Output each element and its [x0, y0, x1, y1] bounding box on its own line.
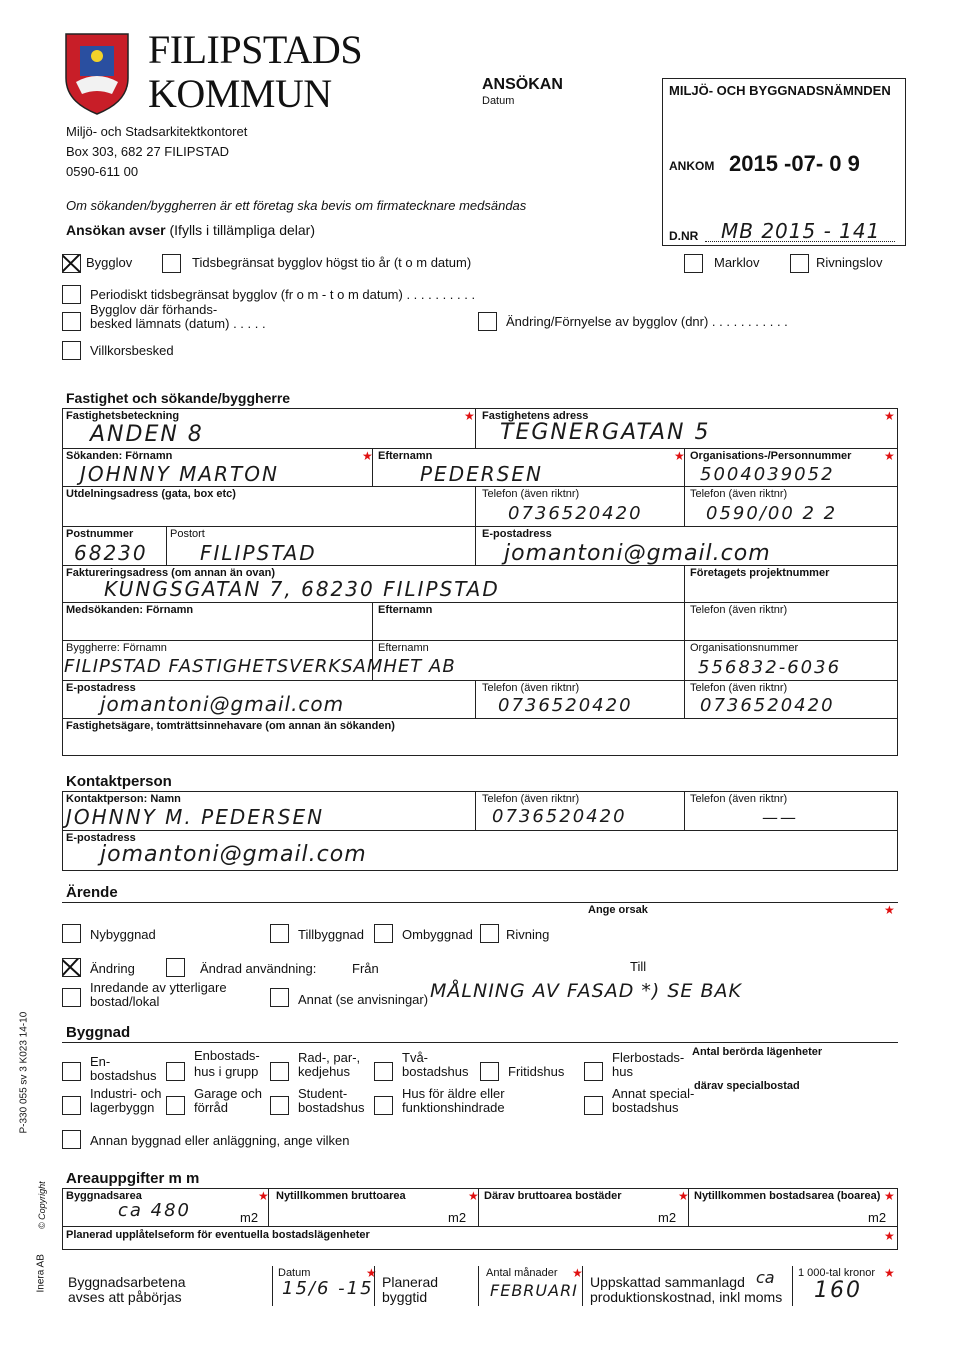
applies-hint: (Ifylls i tillämpliga delar) — [169, 222, 315, 238]
contact-epost-value[interactable]: jomantoni@gmail.com — [100, 842, 367, 867]
postort-value[interactable]: FILIPSTAD — [200, 541, 317, 565]
enbostadshus-checkbox[interactable] — [62, 1062, 81, 1081]
periodiskt-label: Periodiskt tidsbegränsat bygglov (fr o m - t o m datum) . . . . . . . . . . — [90, 287, 476, 302]
postort-label: Postort — [170, 528, 205, 540]
contact-name-label: Kontaktperson: Namn — [66, 793, 181, 805]
fran-label: Från — [352, 961, 379, 976]
projektnummer-label: Företagets projektnummer — [690, 567, 830, 579]
aldreboende-label-line1: Hus för äldre eller — [402, 1086, 505, 1101]
kostnad-label-line1: Uppskattad sammanlagd — [590, 1274, 745, 1290]
required-star: ★ — [366, 1266, 377, 1280]
flerbostadshus-label-line2: hus — [612, 1064, 633, 1079]
required-star: ★ — [884, 1229, 895, 1243]
contact-epost-label: E-postadress — [66, 832, 136, 844]
aldreboende-label-line2: funktionshindrade — [402, 1100, 505, 1115]
form-title: ANSÖKAN — [482, 76, 563, 93]
utdelningsadress-label: Utdelningsadress (gata, box etc) — [66, 488, 236, 500]
berorda-lagenheter-label: Antal berörda lägenheter — [692, 1046, 823, 1058]
stamp-dnr-label: D.NR — [669, 229, 699, 243]
rivning-checkbox[interactable] — [480, 924, 499, 943]
required-star: ★ — [678, 1189, 689, 1203]
studentbostad-label-line1: Student- — [298, 1086, 348, 1101]
applies-label-text: Ansökan avser — [66, 222, 166, 238]
postnummer-label: Postnummer — [66, 528, 134, 540]
studentbostad-label-line2: bostadshus — [298, 1100, 365, 1115]
byggnadsarea-value[interactable]: ca 480 — [118, 1200, 192, 1221]
contact-tel2-value[interactable]: —— — [762, 808, 798, 827]
required-star: ★ — [884, 1266, 895, 1280]
form-code: P-330 055 sv 3 K023 14-10 — [18, 1011, 30, 1134]
manader-label: Antal månader — [486, 1267, 558, 1279]
fritidshus-checkbox[interactable] — [480, 1062, 499, 1081]
byggherre-orgnr-label: Organisationsnummer — [690, 642, 799, 654]
bygglov-checkbox[interactable] — [62, 254, 81, 273]
byggherre-telefon-label: Telefon (även riktnr) — [482, 682, 580, 694]
flerbostadshus-label-line1: Flerbostads- — [612, 1050, 685, 1065]
telefon2-value[interactable]: 0590/00 2 2 — [706, 503, 838, 524]
paborjas-label-line1: Byggnadsarbetena — [68, 1274, 186, 1290]
faktura-value[interactable]: KUNGSGATAN 7, 68230 FILIPSTAD — [104, 577, 500, 601]
enbostadshus-label-line1: En- — [90, 1054, 111, 1069]
fastighetens-adress-label: Fastighetens adress — [482, 410, 589, 422]
byggtid-label-line1: Planerad — [382, 1274, 439, 1290]
bruttoarea-label: Nytillkommen bruttoarea — [276, 1190, 406, 1202]
garage-label-line2: förråd — [194, 1100, 228, 1115]
contact-tel-label: Telefon (även riktnr) — [482, 793, 580, 805]
byggtid-label-line2: byggtid — [382, 1289, 428, 1305]
byggherre-telefon2-label: Telefon (även riktnr) — [690, 682, 788, 694]
tvabostadshus-label-line1: Två- — [402, 1050, 428, 1065]
andring-fornyelse-checkbox[interactable] — [478, 312, 497, 331]
tidsbegransat-checkbox[interactable] — [162, 254, 181, 273]
medsokande-efternamn-label: Efternamn — [378, 604, 433, 616]
applies-label — [66, 222, 315, 238]
tusental-value[interactable]: 160 — [814, 1278, 862, 1303]
checkmark-icon — [63, 255, 80, 272]
kostnad-label-line2: produktionskostnad, inkl moms — [590, 1289, 783, 1305]
specialbostad-label-line1: Annat special- — [612, 1086, 695, 1101]
enbostadshus-grupp-label-line1: Enbostads- — [194, 1048, 260, 1063]
byggherre-efternamn-label: Efternamn — [378, 642, 429, 654]
industri-label-line1: Industri- och — [90, 1086, 162, 1101]
contact-name-value[interactable]: JOHNNY M. PEDERSEN — [66, 805, 325, 829]
checkmark-icon — [63, 959, 80, 976]
tvabostadshus-checkbox[interactable] — [374, 1062, 393, 1081]
annat-checkbox[interactable] — [270, 988, 289, 1007]
stamp-ankom-label: ANKOM — [669, 159, 715, 173]
byggnadsarea-label: Byggnadsarea — [66, 1190, 142, 1202]
radhus-label-line2: kedjehus — [298, 1064, 351, 1079]
specialbostad-label-line2: bostadshus — [612, 1100, 679, 1115]
efternamn-value[interactable]: PEDERSEN — [420, 462, 543, 486]
forhandsbesked-label-line1: Bygglov där förhands- — [90, 302, 218, 317]
marklov-label: Marklov — [714, 255, 760, 270]
office-phone: 0590-611 00 — [66, 164, 139, 179]
stamp-title: MILJÖ- OCH BYGGNADSNÄMNDEN — [669, 83, 891, 98]
darav-specialbostad-label: därav specialbostad — [694, 1080, 800, 1092]
byggherre-orgnr-value[interactable]: 556832-6036 — [698, 657, 842, 678]
nybyggnad-label: Nybyggnad — [90, 927, 156, 942]
garage-label-line1: Garage och — [194, 1086, 262, 1101]
enbostadshus-label-line2: bostadshus — [90, 1068, 157, 1083]
byggherre-telefon-value[interactable]: 0736520420 — [498, 695, 633, 716]
andring-fornyelse-label: Ändring/Förnyelse av bygglov (dnr) . . . . . . . . . . . — [506, 314, 788, 329]
office-address: Box 303, 682 27 FILIPSTAD — [66, 144, 230, 159]
enbostadshus-grupp-label-line2: hus i grupp — [194, 1064, 259, 1079]
industri-checkbox[interactable] — [62, 1096, 81, 1115]
datum-label: Datum — [278, 1267, 311, 1279]
municipality-crest — [62, 30, 132, 115]
byggherre-fornamn-label: Byggherre: Förnamn — [66, 642, 167, 654]
telefon2-label: Telefon (även riktnr) — [690, 488, 788, 500]
specialbostad-checkbox[interactable] — [584, 1096, 603, 1115]
periodiskt-checkbox[interactable] — [62, 285, 81, 304]
darav-bruttoarea-unit: m2 — [658, 1210, 677, 1225]
stamp-dnr-value: MB 2015 - 141 — [721, 219, 881, 243]
enbostadshus-grupp-checkbox[interactable] — [166, 1062, 185, 1081]
ombyggnad-label: Ombyggnad — [402, 927, 473, 942]
org-name-line1: FILIPSTADS — [148, 27, 363, 72]
fastighetsbeteckning-value[interactable]: ANDEN 8 — [90, 422, 204, 447]
epost-label: E-postadress — [482, 528, 552, 540]
required-star: ★ — [362, 449, 373, 463]
arende-section-title: Ärende — [66, 884, 118, 901]
kostnad-ca-value: ca — [756, 1268, 775, 1287]
byggherre-epost-label: E-postadress — [66, 682, 136, 694]
datum-value[interactable]: 15/6 -15 — [282, 1278, 374, 1299]
bostadsarea-label: Nytillkommen bostadsarea (boarea) — [694, 1190, 881, 1202]
byggherre-telefon2-value[interactable]: 0736520420 — [700, 695, 835, 716]
forhandsbesked-label-line2: besked lämnats (datum) . . . . . — [90, 316, 266, 331]
tillbyggnad-label: Tillbyggnad — [298, 927, 365, 942]
byggherre-name-value[interactable]: FILIPSTAD FASTIGHETSVERKSAMHET AB — [64, 656, 456, 677]
bruttoarea-unit: m2 — [448, 1210, 467, 1225]
property-section-title: Fastighet och sökande/byggherre — [66, 390, 291, 406]
area-section-title: Areauppgifter m m — [66, 1170, 200, 1187]
villkorsbesked-label: Villkorsbesked — [90, 343, 174, 358]
upplatelseform-label: Planerad upplåtelseform för eventuella bostadslägenheter — [66, 1229, 370, 1241]
company-note: Om sökanden/byggherren är ett företag ska bevis om firmatecknare medsändas — [66, 198, 527, 213]
medsokande-fornamn-label: Medsökanden: Förnamn — [66, 604, 194, 616]
required-star: ★ — [884, 1189, 895, 1203]
office-name: Miljö- och Stadsarkitektkontoret — [66, 124, 248, 139]
orgnr-value[interactable]: 5004039052 — [700, 464, 835, 485]
annat-value[interactable]: MÅLNING AV FASAD *) SE BAK — [430, 980, 742, 1002]
paborjas-label-line2: avses att påbörjas — [68, 1289, 182, 1305]
byggherre-epost-value[interactable]: jomantoni@gmail.com — [100, 692, 345, 716]
tidsbegransat-label: Tidsbegränsat bygglov högst tio år (t o m datum) — [192, 255, 472, 270]
telefon-value[interactable]: 0736520420 — [508, 503, 643, 524]
annat-label: Annat (se anvisningar) — [298, 992, 429, 1007]
byggnadsarea-unit: m2 — [240, 1210, 259, 1225]
contact-tel2-label: Telefon (även riktnr) — [690, 793, 788, 805]
garage-checkbox[interactable] — [166, 1096, 185, 1115]
manader-value[interactable]: FEBRUARI — [490, 1281, 578, 1300]
fastighetsbeteckning-label: Fastighetsbeteckning — [66, 410, 180, 422]
inredande-label-line1: Inredande av ytterligare — [90, 980, 227, 995]
required-star: ★ — [468, 1189, 479, 1203]
ombyggnad-checkbox[interactable] — [374, 924, 393, 943]
required-star: ★ — [884, 449, 895, 463]
sokande-fornamn-value[interactable]: JOHNNY MARTON — [80, 462, 279, 486]
contact-tel-value[interactable]: 0736520420 — [492, 806, 627, 827]
sokande-fornamn-label: Sökanden: Förnamn — [66, 450, 173, 462]
forhandsbesked-checkbox[interactable] — [62, 312, 81, 331]
orgnr-label: Organisations-/Personnummer — [690, 450, 852, 462]
required-star: ★ — [572, 1266, 583, 1280]
radhus-label-line1: Rad-, par-, — [298, 1050, 361, 1065]
flerbostadshus-checkbox[interactable] — [584, 1062, 603, 1081]
andring-checkbox[interactable] — [62, 958, 81, 977]
fastighetens-adress-value[interactable]: TEGNERGATAN 5 — [500, 420, 711, 445]
darav-bruttoarea-label: Därav bruttoarea bostäder — [484, 1190, 622, 1202]
faktura-label: Faktureringsadress (om annan än ovan) — [66, 567, 276, 579]
byggnad-section-title: Byggnad — [66, 1024, 131, 1041]
postnummer-value[interactable]: 68230 — [74, 541, 148, 565]
annan-byggnad-checkbox[interactable] — [62, 1130, 81, 1149]
medsokande-telefon-label: Telefon (även riktnr) — [690, 604, 788, 616]
marklov-checkbox[interactable] — [684, 254, 703, 273]
rivning-label: Rivning — [506, 927, 550, 942]
tvabostadshus-label-line2: bostadshus — [402, 1064, 469, 1079]
efternamn-label: Efternamn — [378, 450, 433, 462]
studentbostad-checkbox[interactable] — [270, 1096, 289, 1115]
required-star: ★ — [884, 903, 895, 917]
required-star: ★ — [464, 409, 475, 423]
till-label: Till — [630, 959, 647, 974]
telefon-label: Telefon (även riktnr) — [482, 488, 580, 500]
required-star: ★ — [884, 409, 895, 423]
andrad-anvandning-checkbox[interactable] — [166, 958, 185, 977]
stamp-ankom-date: 2015 -07- 0 9 — [729, 151, 860, 176]
ange-orsak-label: Ange orsak — [588, 904, 648, 916]
required-star: ★ — [258, 1189, 269, 1203]
tusental-label: 1 000-tal kronor — [798, 1267, 876, 1279]
fastighetsagare-label: Fastighetsägare, tomträttsinnehavare (om annan än sökanden) — [66, 720, 395, 732]
villkorsbesked-checkbox[interactable] — [62, 341, 81, 360]
copyright-text: © Copyright — [37, 1181, 47, 1229]
org-name-line2: KOMMUN — [148, 71, 332, 116]
andrad-anvandning-label: Ändrad användning: — [200, 961, 317, 976]
required-star: ★ — [674, 449, 685, 463]
inredande-checkbox[interactable] — [62, 988, 81, 1007]
tillbyggnad-checkbox[interactable] — [270, 924, 289, 943]
reception-stamp — [662, 78, 906, 246]
nybyggnad-checkbox[interactable] — [62, 924, 81, 943]
rivningslov-label: Rivningslov — [816, 255, 883, 270]
bostadsarea-unit: m2 — [868, 1210, 887, 1225]
inredande-label-line2: bostad/lokal — [90, 994, 160, 1009]
rivningslov-checkbox[interactable] — [790, 254, 809, 273]
aldreboende-checkbox[interactable] — [374, 1096, 393, 1115]
annan-byggnad-label: Annan byggnad eller anläggning, ange vilken — [90, 1133, 350, 1148]
publisher-text: Inera AB — [35, 1254, 47, 1293]
fritidshus-label: Fritidshus — [508, 1064, 565, 1079]
epost-value[interactable]: jomantoni@gmail.com — [504, 541, 771, 566]
contact-section-title: Kontaktperson — [66, 773, 172, 790]
industri-label-line2: lagerbyggn — [90, 1100, 155, 1115]
radhus-checkbox[interactable] — [270, 1062, 289, 1081]
andring-label: Ändring — [90, 961, 135, 976]
bygglov-label: Bygglov — [86, 255, 133, 270]
date-label: Datum — [482, 95, 515, 107]
